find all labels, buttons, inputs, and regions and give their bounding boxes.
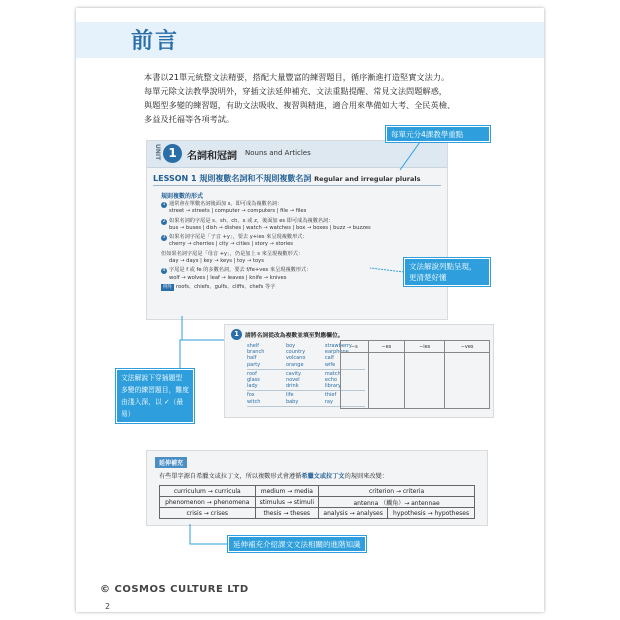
lesson-title-en: Regular and irregular plurals: [314, 175, 421, 183]
word: witch: [247, 398, 261, 405]
lesson-title: [153, 173, 420, 184]
rule-item: [161, 201, 439, 216]
extension-tag: 延伸補充: [155, 457, 187, 468]
extension-row: [160, 497, 475, 508]
callout-extension: 延伸補充介紹課文文法相關的進階知識: [228, 536, 366, 552]
lesson-title-zh: LESSON 1 規則複數名詞和不規則複數名詞: [153, 174, 312, 183]
rule-example: day → days | key → keys | toy → toys: [169, 258, 264, 265]
rule-text: 但如果名詞字尾是「母音 +y」，仍是加上 s 來呈現複數形式：: [161, 250, 304, 257]
callout-line: 文法解說列點呈現，: [409, 262, 477, 271]
exercise-answer-table: [340, 340, 490, 409]
extension-row: [160, 486, 475, 497]
copyright-footer: © COSMOS CULTURE LTD: [100, 584, 249, 595]
intro-line: 本書以21單元統整文法精要，搭配大量豐富的練習題目，循序漸進打造堅實文法力。: [144, 72, 450, 82]
answer-column-header: −ves: [445, 341, 490, 353]
rule-number: 1: [162, 202, 166, 207]
page-number: 2: [105, 602, 111, 611]
word: library: [324, 383, 341, 390]
word: shelf: [247, 343, 259, 349]
extension-text-highlight: 希臘文或拉丁文: [301, 473, 345, 480]
rule-item: [161, 251, 439, 266]
rule-text: 1 通常會在單數名詞後面加 s，即可成為複數名詞：: [162, 201, 283, 207]
callout-list-points: [404, 258, 490, 286]
word: match: [324, 370, 341, 377]
extension-cell: criterion → criteria: [319, 486, 475, 497]
callout-line: 多變的練習題目，難度: [121, 386, 189, 394]
page-title: 前言: [131, 29, 180, 54]
extension-row: [160, 508, 475, 519]
extension-box: [146, 450, 488, 526]
unit-number-badge: 1: [163, 144, 182, 163]
exercise-instruction: 請將名詞從改為複數並填至對應欄位。: [245, 333, 344, 339]
word: party: [247, 361, 261, 368]
rule-number: 3: [162, 235, 166, 241]
word-column: [247, 371, 286, 390]
word-column: [286, 392, 325, 404]
extension-text: [159, 471, 388, 480]
answer-column-header: −ies: [405, 341, 445, 353]
rule-text: 4 字尾是 f 或 fe 的多數名詞，要去 f/fe+ves 來呈現複數形式：: [162, 267, 312, 274]
rule-item: [161, 218, 439, 233]
rule-text: 3 如果名詞字尾是「子音 +y」，要去 y+ies 來呈現複數形式：: [162, 234, 308, 241]
unit-title: 名詞和冠詞: [187, 151, 237, 162]
rule-item: [161, 234, 439, 249]
intro-line: 與題型多變的練習題，有助文法吸收、複習與精進，適合用來準備如大考、全民英檢、: [144, 100, 456, 110]
word: boy: [285, 343, 296, 349]
rule-example: bus → buses | dish → dishes | watch → watches | box → boxes | buzz → buzzes: [169, 224, 371, 231]
callout-line: 到 ✓✓✓（最難）表示: [121, 422, 188, 430]
extension-text-post: 的規則來改變：: [344, 473, 388, 480]
word: echo: [324, 377, 337, 384]
intro-line: 多益及托福等各項考試。: [144, 114, 235, 124]
word: roof: [247, 370, 257, 377]
rules-heading: 規則複數的形式: [161, 193, 204, 200]
rule-number: 4: [162, 268, 166, 274]
word: wife: [324, 361, 336, 368]
word: glass: [247, 377, 260, 384]
word-column: [286, 371, 325, 390]
rule-example: wolf → wolves | leaf → leaves | knife → knives: [169, 274, 287, 281]
word: thief: [324, 392, 337, 399]
callout-lessons: 每單元分4課教學重點: [386, 126, 490, 142]
answer-cell[interactable]: [405, 353, 445, 409]
rule-item: [161, 267, 439, 282]
lesson-divider: [153, 185, 441, 186]
word: strawberry: [324, 343, 352, 349]
intro-paragraph: [144, 70, 524, 126]
extension-cell: phenomenon → phenomena: [160, 497, 256, 508]
callout-line: 由淺入深，以 ✓（最易）: [121, 398, 184, 418]
extension-grid: [159, 485, 475, 519]
intro-line: 每單元除文法教學說明外，穿插文法延伸補充、文法重點提醒、常見文法問題解惑，: [144, 86, 447, 96]
word: calf: [324, 355, 334, 362]
callout-exercises: [116, 369, 194, 430]
extension-cell: antenna （觸角）→ antennae: [319, 497, 475, 508]
unit-sample-card: [146, 140, 448, 320]
word: country: [285, 349, 306, 356]
extension-cell: thesis → theses: [255, 508, 319, 519]
extension-cell: curriculum → curricula: [160, 486, 256, 497]
answer-cell[interactable]: [445, 353, 490, 409]
word-column: [247, 343, 286, 368]
callout-line: 更清楚好懂: [409, 273, 447, 282]
word: fox: [247, 392, 255, 399]
answer-cell[interactable]: [368, 353, 404, 409]
extension-text-pre: 有些單字源自希臘文或拉丁文，所以複數形式會遵循: [159, 473, 302, 480]
extension-cell: crisis → crises: [160, 508, 256, 519]
callout-line: 文法解說下穿插題型: [121, 374, 183, 382]
word: lady: [247, 383, 258, 390]
word: drink: [285, 383, 299, 390]
word: life: [285, 392, 294, 399]
unit-header: [147, 141, 447, 168]
word: branch: [247, 349, 265, 356]
rule-example: cherry → cherries | city → cities | story → stories: [169, 241, 293, 248]
rules-list: [161, 201, 439, 293]
word: earphone: [324, 349, 349, 356]
answer-column-header: −s: [341, 341, 369, 353]
rule-number: 2: [162, 218, 166, 224]
word-column: [286, 343, 325, 368]
unit-label: UNIT: [154, 144, 161, 161]
word: half: [247, 355, 257, 362]
extension-cell: analysis → analyses: [319, 508, 388, 519]
word: ray: [324, 398, 333, 405]
extension-cell: hypothesis → hypotheses: [388, 508, 475, 519]
word: cavity: [285, 370, 302, 377]
rule-text: 2 如果名詞的字尾是 s、sh、ch、x 或 z，後面加 es 即可成為複數名詞：: [162, 217, 334, 224]
word-column: [247, 392, 286, 404]
word: orange: [285, 361, 304, 368]
rule-text: 例外 roofs、chiefs、gulfs、cliffs、chefs 等字: [163, 283, 276, 290]
unit-subtitle: Nouns and Articles: [245, 149, 311, 157]
exception-tag: 例外: [163, 284, 172, 290]
answer-cell[interactable]: [341, 353, 369, 409]
answer-column-header: −es: [368, 341, 404, 353]
word: novel: [285, 377, 300, 384]
rule-item: [161, 284, 439, 291]
exercise-number-badge: 1: [231, 329, 242, 340]
rule-example: street → streets | computer → computers | file → files: [169, 208, 307, 215]
extension-cell: stimulus → stimuli: [255, 497, 319, 508]
word: baby: [285, 398, 299, 405]
word: volcano: [285, 355, 306, 362]
extension-cell: medium → media: [255, 486, 319, 497]
